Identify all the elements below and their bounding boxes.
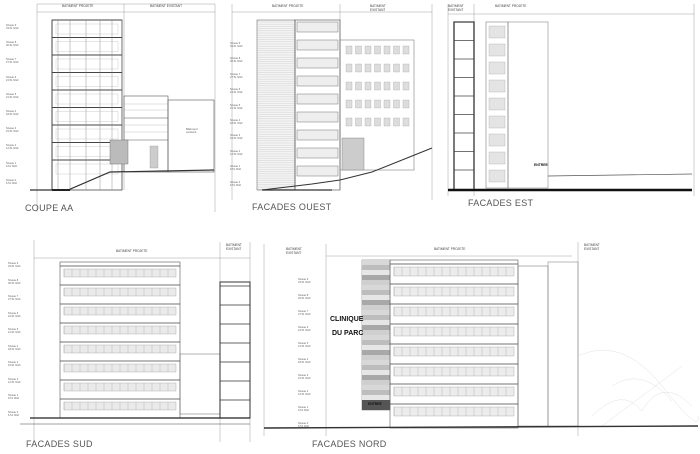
coupe-bay [56,94,118,104]
facades-ouest-drawing [222,0,440,222]
nord-header-existant-left: BATIMENT EXISTANT [286,247,302,255]
level-marker [230,88,243,94]
level-altitude: 30.51 NGF [6,44,19,48]
ouest-existing-window [384,64,390,72]
nord-cladding-band [362,265,390,270]
nord-cladding-band [362,370,390,375]
level-name: Niveau 6 [230,88,241,92]
est-window [489,170,505,182]
level-altitude: 27.51 NGF [8,298,21,301]
level-altitude: 12.51 NGF [230,152,243,156]
level-altitude: 18.51 NGF [298,361,311,364]
nord-cladding-band [362,335,390,340]
facades-sud-drawing [0,236,262,454]
est-window [489,98,505,110]
level-marker [298,278,311,284]
level-altitude: 27.51 NGF [6,61,19,65]
nord-cladding-band [362,375,390,380]
level-marker [230,134,243,140]
level-name: Niveau 2 [230,149,241,153]
level-marker [298,390,311,396]
ouest-header-existant: BATIMENT EXISTANT [370,4,386,12]
nord-cladding-band [362,305,390,310]
level-name: Niveau 9 [298,278,309,281]
nord-cladding-band [362,285,390,290]
ouest-existing-window [346,118,352,126]
ouest-window-band [297,148,338,158]
ouest-existing-window [346,82,352,90]
ouest-existing-window [356,82,362,90]
level-marker [8,295,21,301]
level-name: Niveau 3 [230,134,241,138]
ouest-existing-window [394,82,400,90]
level-marker [298,422,309,428]
nord-cladding-band [362,390,390,395]
coupe-bay [56,112,118,122]
level-altitude: 18.51 NGF [230,122,243,125]
nord-cladding-band [362,320,390,325]
est-window [489,62,505,74]
coupe-aa-drawing [0,0,222,222]
nord-cladding-band [362,330,390,335]
caption-facades-est: FACADES EST [468,198,534,208]
ouest-existing-window [346,64,352,72]
ouest-existing-window [346,46,352,54]
coupe-header-existant: BATIMENT EXISTANT [150,4,183,8]
level-marker [8,328,21,334]
nord-cladding-band [362,280,390,285]
level-name: Niveau 4 [6,110,17,113]
panel-facades-est [440,0,700,222]
level-marker [8,378,21,384]
level-name: Niveau 0 [230,180,241,184]
level-altitude: 21.51 NGF [298,345,311,348]
caption-facades-ouest: FACADES OUEST [252,202,332,212]
ouest-existing-window [384,82,390,90]
level-altitude: 21.51 NGF [230,106,243,110]
est-window [489,152,505,164]
nord-cladding-band [362,380,390,385]
level-altitude: 27.51 NGF [298,313,311,316]
level-name: Niveau 0 [6,178,17,182]
level-marker [8,312,21,318]
ouest-existing-window [403,46,409,54]
level-name: Niveau 7 [230,72,241,76]
level-marker [6,162,17,168]
nord-cladding-band [362,340,390,345]
ouest-window-band [297,22,338,32]
level-marker [8,411,19,417]
level-name: Niveau 5 [230,103,241,107]
level-altitude: 24.51 NGF [230,91,243,95]
level-marker [6,58,19,64]
nord-cladding-band [362,270,390,275]
caption-coupe-aa: COUPE AA [25,203,74,213]
level-name: Niveau 9 [6,24,17,27]
nord-window-band [394,307,514,316]
level-altitude: 15.51 NGF [8,364,21,367]
level-altitude: 30.51 NGF [8,281,21,285]
ouest-header-projete: BATIMENT PROJETE [272,4,304,8]
level-altitude: 9.51 NGF [6,164,18,168]
level-name: Niveau 8 [6,41,17,45]
level-name: Niveau 1 [298,406,309,409]
level-name: Niveau 8 [298,294,309,297]
nord-cladding-band [362,300,390,305]
panel-facades-sud [0,236,262,454]
level-name: Niveau 3 [298,374,309,377]
level-altitude: 9.51 NGF [298,409,310,412]
level-altitude: 33.51 NGF [6,27,19,30]
level-marker [230,57,243,63]
level-altitude: 21.51 NGF [8,331,21,334]
coupe-bay [56,59,118,69]
level-name: Niveau 0 [8,410,19,414]
nord-cladding-band [362,385,390,390]
level-altitude: 6.51 NGF [230,183,242,187]
nord-entree-label: ENTREE [368,402,382,406]
facades-nord-drawing [262,236,700,454]
level-name: Niveau 1 [230,165,241,169]
level-name: Niveau 8 [8,278,19,282]
level-altitude: 30.51 NGF [298,297,311,300]
level-altitude: 27.51 NGF [230,75,243,79]
ouest-existing-window [403,100,409,108]
level-name: Niveau 6 [298,326,309,329]
level-name: Niveau 3 [6,127,17,131]
ouest-window-band [297,130,338,140]
level-marker [8,345,21,351]
est-entree-label: ENTREE [534,163,548,167]
est-window [489,80,505,92]
ouest-window-band [297,58,338,68]
ouest-existing-window [394,100,400,108]
ouest-window-band [297,112,338,122]
level-altitude: 33.51 NGF [8,265,21,268]
ouest-existing-window [403,64,409,72]
ouest-existing-window [394,46,400,54]
ouest-window-band [297,94,338,104]
nord-cladding-band [362,365,390,370]
panel-facades-nord [262,236,700,454]
nord-cladding-band [362,325,390,330]
facades-est-drawing [440,0,700,222]
ouest-existing-window [403,82,409,90]
nord-window-band [394,387,514,396]
ouest-existing-window [356,118,362,126]
level-name: Niveau 2 [298,390,309,393]
coupe-bay [56,42,118,52]
nord-window-band [394,327,514,336]
ouest-existing-window [365,46,371,54]
ouest-existing-window [375,82,381,90]
level-marker [6,127,19,133]
level-altitude: 21.51 NGF [6,95,19,99]
coupe-bay [56,24,118,34]
ouest-existing-window [384,118,390,126]
level-altitude: 33.51 NGF [230,45,243,48]
nord-cladding-band [362,345,390,350]
level-name: Niveau 6 [8,311,19,315]
ouest-existing-window [365,118,371,126]
clinique-sign-line1: CLINIQUE [330,316,364,323]
level-altitude: 24.51 NGF [6,78,19,82]
ouest-existing-window [346,100,352,108]
level-name: Niveau 5 [8,328,19,331]
coupe-bay [56,147,118,157]
level-marker [298,342,311,348]
ouest-existing-window [384,100,390,108]
level-marker [6,93,19,99]
level-marker [230,104,243,110]
level-name: Niveau 3 [8,361,19,364]
level-altitude: 24.51 NGF [8,314,21,318]
panel-coupe-aa [0,0,222,222]
nord-cladding-band [362,275,390,280]
nord-window-band [394,347,514,356]
level-name: Niveau 8 [230,57,241,61]
level-name: Niveau 4 [8,344,19,348]
level-marker [6,110,19,116]
level-name: Niveau 9 [8,262,19,265]
ouest-existing-window [375,118,381,126]
level-marker [298,406,309,412]
level-name: Niveau 4 [298,358,309,361]
level-marker [298,326,311,332]
level-marker [298,358,311,364]
level-altitude: 15.51 NGF [298,377,311,380]
est-header-existant: BATIMENT EXISTANT [448,4,464,12]
level-altitude: 24.51 NGF [298,329,311,332]
level-marker [298,294,311,300]
level-altitude: 18.51 NGF [6,113,19,116]
ouest-window-band [297,166,338,176]
level-marker [8,279,21,285]
est-window [489,44,505,56]
nord-cladding-band [362,260,390,265]
ouest-existing-window [365,64,371,72]
level-name: Niveau 0 [298,422,309,425]
level-name: Niveau 1 [8,394,19,397]
nord-window-band [394,267,514,276]
level-name: Niveau 4 [230,119,241,122]
level-name: Niveau 6 [6,75,17,79]
caption-facades-sud: FACADES SUD [26,439,93,449]
est-header-projete: BATIMENT PROJETE [495,4,527,8]
level-name: Niveau 7 [298,310,309,313]
ouest-existing-window [356,64,362,72]
ouest-existing-window [375,100,381,108]
level-name: Niveau 5 [6,92,17,96]
level-marker [298,374,311,380]
level-marker [8,262,21,268]
nord-cladding-band [362,295,390,300]
level-marker [230,42,243,48]
panel-facades-ouest [222,0,440,222]
ouest-existing-window [375,64,381,72]
ouest-existing-window [365,100,371,108]
level-marker [8,361,21,367]
sud-header-existant: BATIMENT EXISTANT [226,243,242,251]
level-marker [6,41,19,47]
ouest-existing-window [356,100,362,108]
level-altitude: 30.51 NGF [230,60,243,64]
level-altitude: 6.51 NGF [298,425,310,428]
nord-cladding-band [362,395,390,400]
level-name: Niveau 9 [230,42,241,45]
level-marker [230,73,243,79]
coupe-bay [56,129,118,139]
ouest-existing-window [384,46,390,54]
level-marker [6,179,17,185]
clinique-sign-line2: DU PARC [332,330,364,337]
coupe-header-projete: BATIMENT PROJETE [62,4,94,8]
sud-header-projete: BATIMENT PROJETE [116,249,148,253]
nord-header-projete: BATIMENT PROJETE [434,247,466,251]
ouest-existing-window [375,46,381,54]
level-marker [6,24,19,30]
nord-cladding-band [362,290,390,295]
level-marker [6,76,19,82]
ouest-existing-window [394,64,400,72]
level-marker [6,144,19,150]
nord-window-band [394,287,514,296]
coupe-bay [56,77,118,87]
coupe-existing-note: Bâtiment existant [186,127,198,135]
ouest-window-band [297,40,338,50]
ouest-window-band [297,76,338,86]
nord-cladding-band [362,355,390,360]
est-window [489,26,505,38]
nord-header-existant-right: BATIMENT EXISTANT [584,243,600,251]
level-marker [230,150,243,156]
level-altitude: 15.51 NGF [6,130,19,134]
nord-cladding-band [362,310,390,315]
level-altitude: 15.51 NGF [230,137,243,141]
level-altitude: 9.51 NGF [230,168,242,172]
est-window [489,134,505,146]
ouest-existing-window [394,118,400,126]
level-altitude: 6.51 NGF [8,413,20,417]
level-marker [230,119,243,125]
level-marker [230,181,241,187]
level-altitude: 6.51 NGF [6,181,18,185]
caption-facades-nord: FACADES NORD [312,439,387,449]
nord-window-band [394,407,514,416]
est-window [489,116,505,128]
nord-cladding-band [362,350,390,355]
level-name: Niveau 7 [8,295,19,298]
level-marker [230,165,241,171]
level-altitude: 33.51 NGF [298,281,311,284]
ouest-existing-window [356,46,362,54]
nord-cladding-band [362,315,390,320]
level-altitude: 12.51 NGF [8,380,21,384]
level-altitude: 12.51 NGF [298,393,311,396]
level-altitude: 12.51 NGF [6,147,19,151]
level-altitude: 18.51 NGF [8,347,21,351]
ouest-existing-window [365,82,371,90]
level-marker [8,394,19,400]
level-name: Niveau 2 [6,144,17,148]
level-name: Niveau 2 [8,377,19,381]
level-altitude: 9.51 NGF [8,397,20,400]
level-marker [298,310,311,316]
ouest-existing-window [403,118,409,126]
nord-window-band [394,367,514,376]
level-name: Niveau 5 [298,342,309,345]
level-name: Niveau 7 [6,58,17,62]
level-name: Niveau 1 [6,161,17,165]
nord-cladding-band [362,360,390,365]
